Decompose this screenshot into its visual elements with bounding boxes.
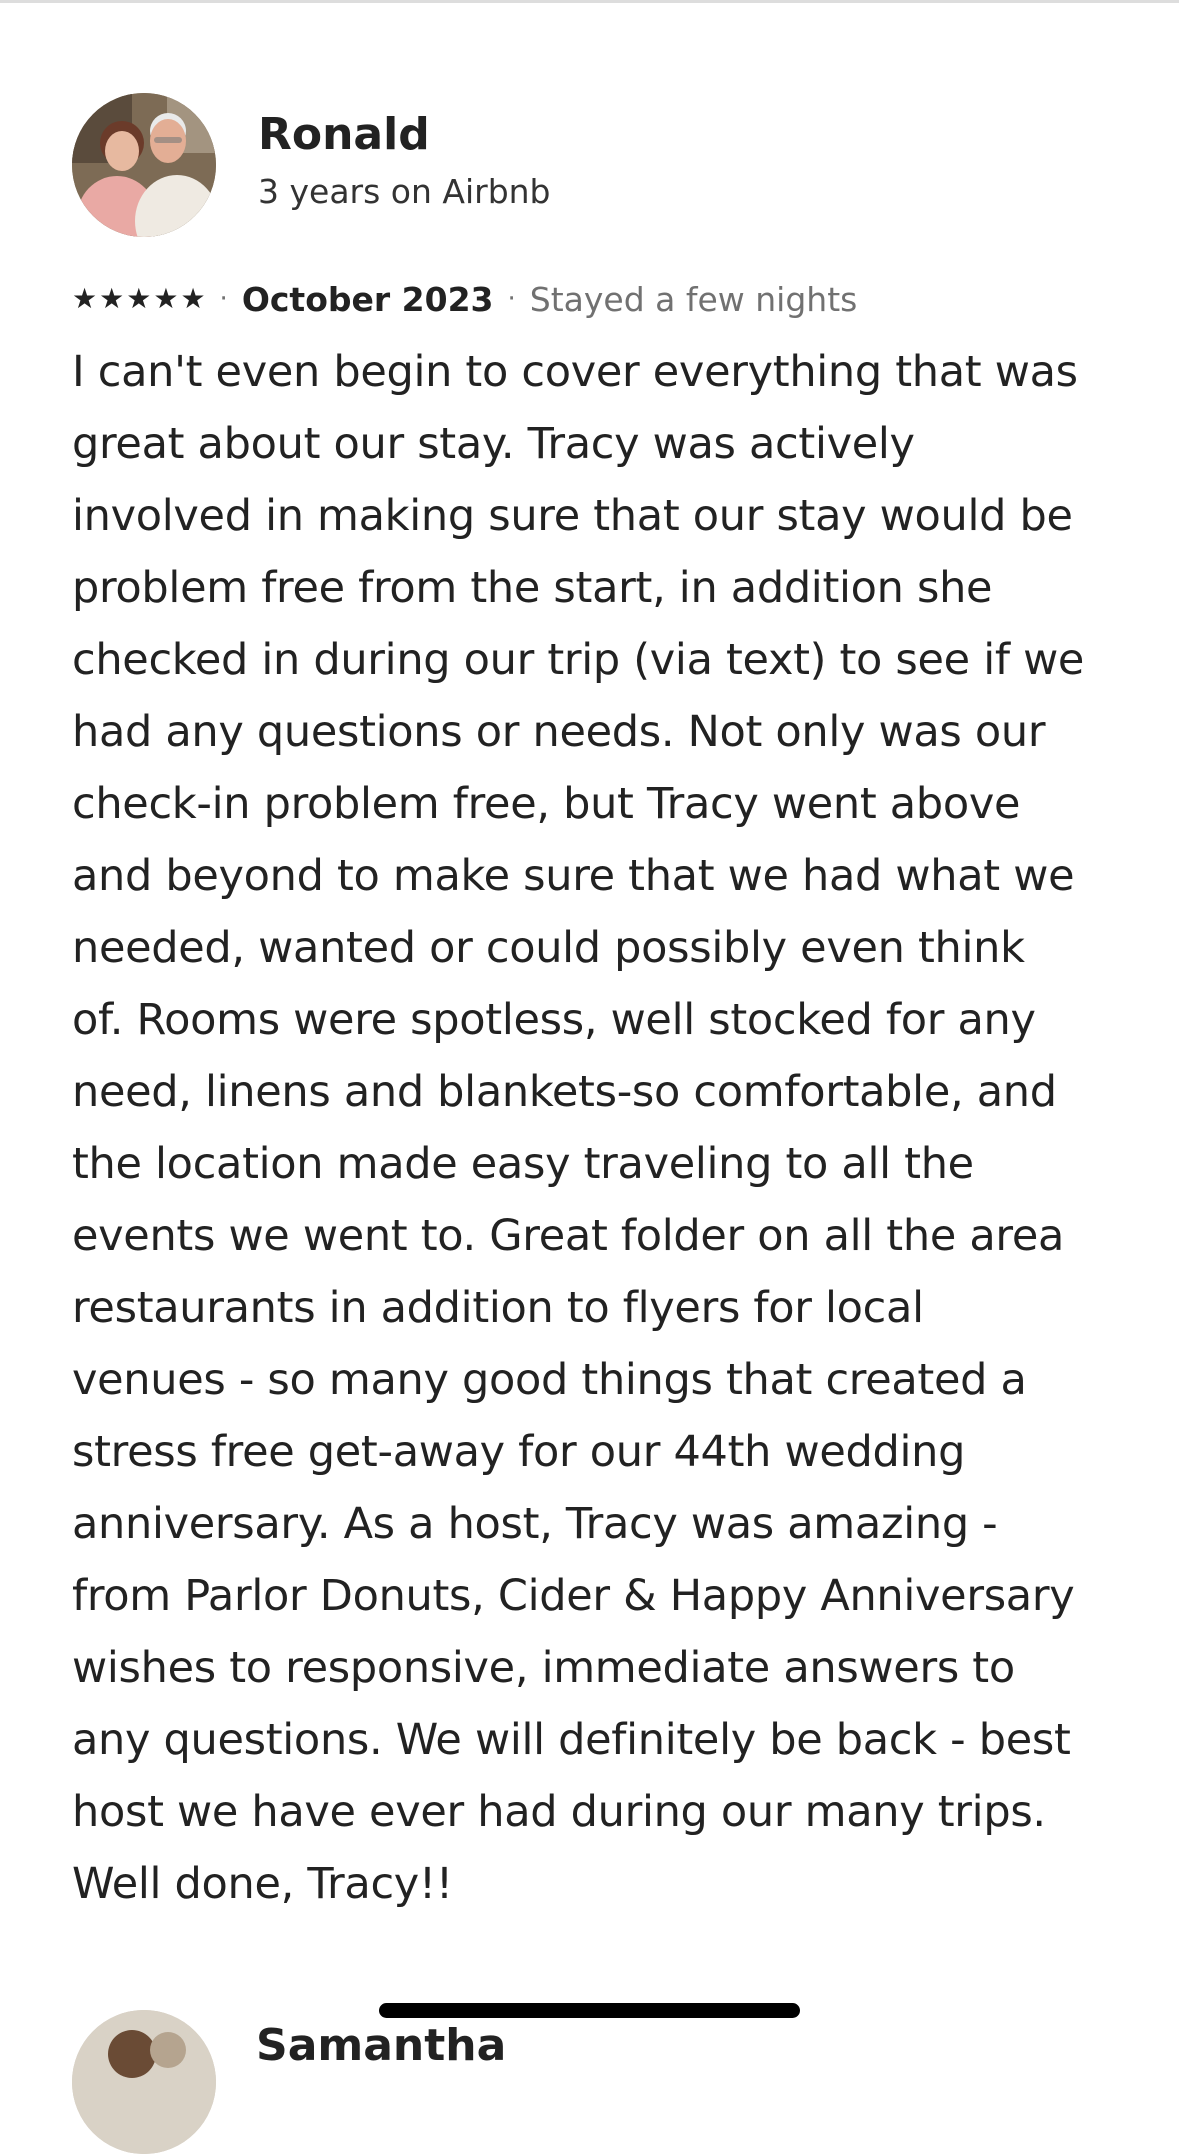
reviewer-tenure: 3 years on Airbnb bbox=[258, 172, 551, 211]
star-icon: ★ bbox=[153, 282, 179, 315]
star-icon: ★ bbox=[99, 282, 125, 315]
reviewer-info bbox=[258, 105, 551, 217]
star-rating bbox=[72, 284, 206, 314]
avatar-photo bbox=[72, 93, 216, 237]
separator-dot: · bbox=[507, 284, 516, 314]
review-text: I can't even begin to cover everything that was great about our stay. Tracy was actively involved in making sure that our stay would be problem free from the start, in addition she checked in during our trip (via text) to see if we had any questions or needs. Not only was our check-in problem free, but Tracy went above and beyond to make sure that we had what we needed, wanted or could possibly even think of. Rooms were spotless, well stocked for any need, linens and blankets-so comfortable, and the location made easy traveling to all the events we went to. Great folder on all the area restaurants in addition to flyers for local venues - so many good things that created a stress free get-away for our 44th wedding anniversary. As a host, Tracy was amazing - from Parlor Donuts, Cider & Happy Anniversary wishes to responsive, immediate answers to any questions. We will definitely be back - best host we have ever had during our many trips. Well done, Tracy!! bbox=[72, 347, 1085, 1909]
stay-length: Stayed a few nights bbox=[529, 279, 858, 319]
reviewer-name[interactable]: Ronald bbox=[258, 109, 430, 160]
avatar[interactable] bbox=[72, 93, 216, 237]
review-date: October 2023 bbox=[241, 279, 494, 319]
star-icon: ★ bbox=[72, 282, 98, 315]
star-icon: ★ bbox=[180, 282, 206, 315]
top-divider bbox=[0, 0, 1179, 3]
next-review-avatar[interactable] bbox=[72, 2010, 216, 2154]
home-indicator[interactable] bbox=[379, 2003, 800, 2018]
review-meta bbox=[72, 274, 1112, 324]
reviewer-header bbox=[72, 92, 1112, 238]
review-card bbox=[72, 92, 1112, 1920]
star-icon: ★ bbox=[126, 282, 152, 315]
next-reviewer-name[interactable]: Samantha bbox=[256, 2020, 507, 2071]
separator-dot: · bbox=[219, 284, 228, 314]
avatar-photo bbox=[72, 2010, 216, 2154]
